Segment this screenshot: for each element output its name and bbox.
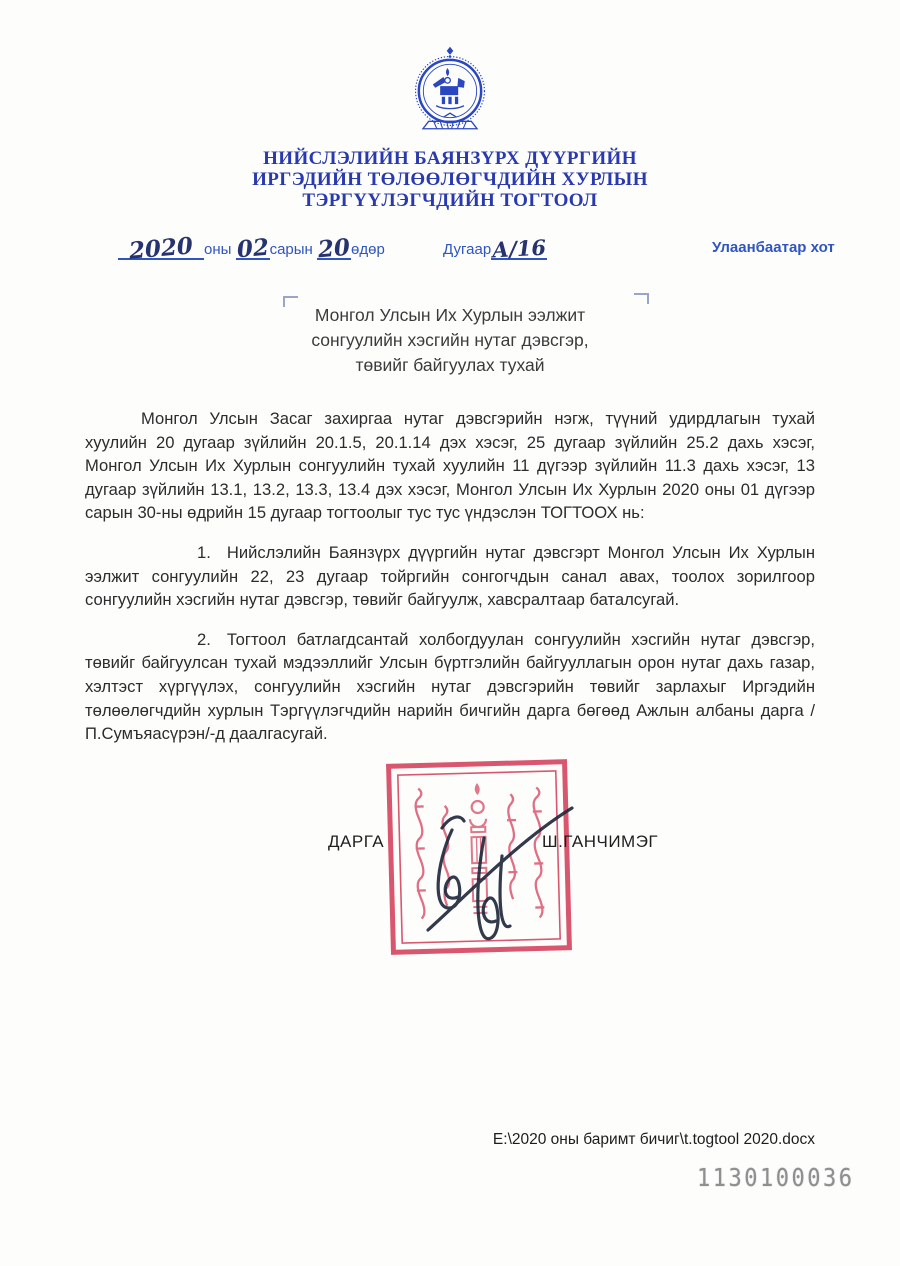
letterhead-line-3: ТЭРГҮҮЛЭГЧДИЙН ТОГТООЛ [302,190,598,211]
day-label: өдөр [351,241,385,258]
title-line-3: төвийг байгуулах тухай [355,355,545,375]
year-label: оны [204,241,232,258]
item-2-number: 2. [197,629,211,649]
item-1-text: Нийслэлийн Баянзүрх дүүргийн нутаг дэвсгэрт Монгол Улсын Их Хурлын ээлжит сонгуулийн 22, 23 дугаар тойргийн сонгогчдын санал авах, тоолох зорилгоор сонгуулийн хэсгийн нутаг дэвсгэр, төвийг байгуулж, хавсралтаар баталсугай. [85,542,815,610]
city-label: Улаанбаатар хот [712,239,835,256]
handwritten-year: 2020 [127,232,195,265]
handwritten-day: 20 [316,233,352,264]
handwritten-decree-number: А/16 [491,234,547,263]
resolution-item-1 [85,541,815,612]
registration-number-stamp: 1130100036 [697,1164,855,1193]
letterhead [0,148,900,211]
title-line-2: сонгуулийн хэсгийн нутаг дэвсгэр, [311,330,589,350]
file-path: E:\2020 оны баримт бичиг\t.togtool 2020.docx [492,1131,815,1148]
decree-number-field [443,234,547,263]
item-2-text: Тогтоол батлагдсантай холбогдуулан сонгуулийн хэсгийн нутаг дэвсгэр, төвийг байгуулсан тухай мэдээллийг Улсын бүртгэлийн байгууллагын орон нутаг дахь газар, хэлтэст хүргүүлэх, сонгуулийн хэсгийн нутаг дэвсгэрийн төвийг зарлахыг Иргэдийн төлөөлөгчдийн хурлын Тэргүүлэгчдийн нарийн бичгийн дарга бөгөөд Ажлын албаны дарга /П.Сумъяасүрэн/-д даалгасугай. [85,629,815,744]
title-line-1: Монгол Улсын Их Хурлын ээлжит [314,305,586,325]
preamble-paragraph: Монгол Улсын Засаг захиргаа нутаг дэвсгэрийн нэгж, түүний удирдлагын тухай хуулийн 20 дугаар зүйлийн 20.1.5, 20.1.14 дэх хэсэг, 25 дугаар зүйлийн 25.2 дахь хэсэг, Монгол Улсын Их Хурлын сонгуулийн тухай хуулийн 11 дүгээр зүйлийн 11.3 дахь хэсэг, 13 дугаар зүйлийн 13.1, 13.2, 13.3, 13.4 дэх хэсэг, Монгол Улсын Их Хурлын 2020 оны 01 дүгээр сарын 30-ны өдрийн 15 дугаар тогтоолыг тус тус үндэслэн ТОГТООХ нь: [85,409,815,523]
resolution-item-2 [85,628,815,746]
date-fields [118,232,385,265]
handwritten-month: 02 [235,233,270,264]
date-number-row [0,222,900,270]
month-label: сарын [269,241,313,258]
document-title [0,303,900,378]
document-body [85,407,815,746]
number-label: Дугаар [443,241,492,258]
position-label: ДАРГА [328,832,385,851]
letterhead-line-1: НИЙСЛЭЛИЙН БАЯНЗҮРХ ДҮҮРГИЙН [263,148,637,169]
mongolian-state-emblem-icon [409,38,491,144]
chairman-signature-ink [398,768,590,966]
item-1-number: 1. [197,542,211,562]
signer-name: Ш.ГАНЧИМЭГ [542,832,659,851]
letterhead-line-2: ИРГЭДИЙН ТӨЛӨӨЛӨГЧДИЙН ХУРЛЫН [252,169,648,190]
